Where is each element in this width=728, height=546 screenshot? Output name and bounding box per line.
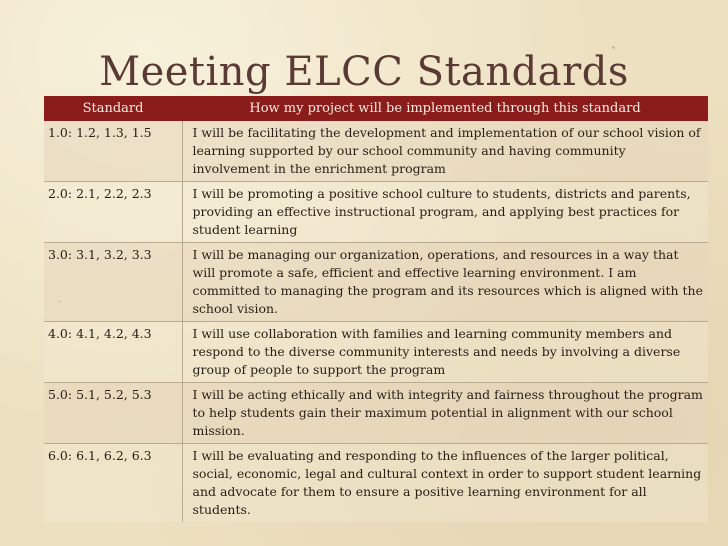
table-row [44,322,708,383]
standard-cell: 3.0: 3.1, 3.2, 3.3 [44,243,182,322]
table-row [44,243,708,322]
table-row [44,383,708,444]
description-cell: I will be managing our organization, operations, and resources in a way that will promote a safe, efficient and effective learning environment. I am committed to managing the program and its resources which is aligned with the school vision. [182,243,708,322]
description-cell: I will be acting ethically and with integrity and fairness throughout the program to help students gain their maximum potential in alignment with our school mission. [182,383,708,444]
column-header-standard: Standard [44,96,182,121]
column-header-implementation: How my project will be implemented through this standard [182,96,708,121]
description-cell: I will be facilitating the development and implementation of our school vision of learning supported by our school community and having community involvement in the enrichment program [182,121,708,182]
table-row [44,121,708,182]
standard-cell: 6.0: 6.1, 6.2, 6.3 [44,444,182,523]
table-row [44,444,708,523]
description-cell: I will be promoting a positive school culture to students, districts and parents, providing an effective instructional program, and applying best practices for student learning [182,182,708,243]
standard-cell: 5.0: 5.1, 5.2, 5.3 [44,383,182,444]
standard-cell: 4.0: 4.1, 4.2, 4.3 [44,322,182,383]
standards-table [44,96,708,522]
table-row [44,182,708,243]
standard-cell: 2.0: 2.1, 2.2, 2.3 [44,182,182,243]
description-cell: I will be evaluating and responding to the influences of the larger political, social, economic, legal and cultural context in order to support student learning and advocate for them to ensure a positive learning environment for all students. [182,444,708,523]
slide-title: Meeting ELCC Standards [99,49,629,95]
table-header-row [44,96,708,121]
description-cell: I will use collaboration with families and learning community members and respond to the diverse community interests and needs by involving a diverse group of people to support the program [182,322,708,383]
standard-cell: 1.0: 1.2, 1.3, 1.5 [44,121,182,182]
